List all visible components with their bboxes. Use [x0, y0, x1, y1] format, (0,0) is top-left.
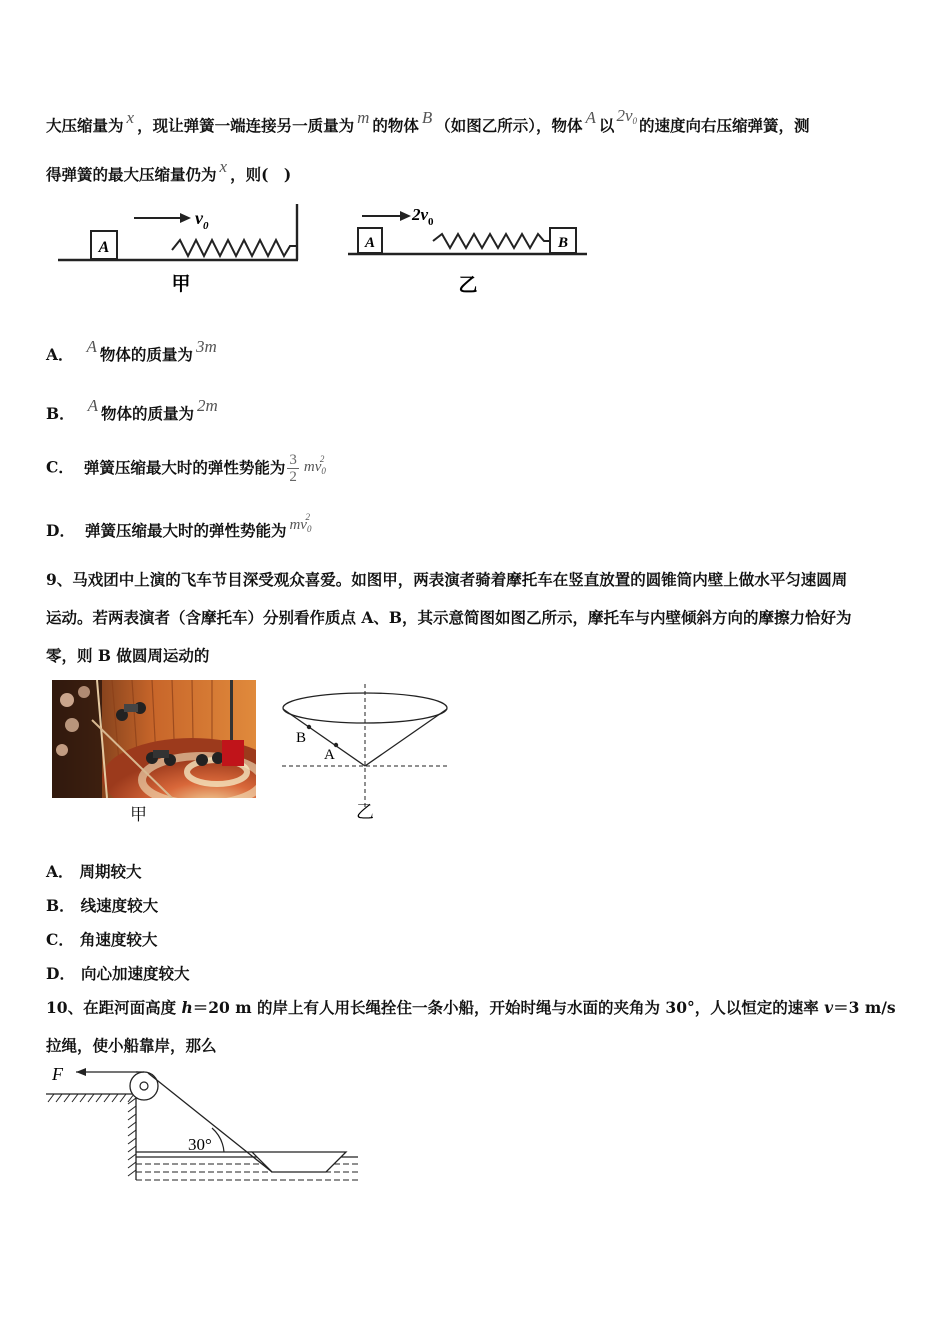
q10-stem-line1: 10、在距河面高度 h＝20 m 的岸上有人用长绳拴住一条小船，开始时绳与水面的夹角为 30°，人以恒定的速率 v＝3 m/s — [46, 998, 896, 1017]
q8-option-d[interactable]: D． 弹簧压缩最大时的弹性势能为 $mv_0^2$ — [46, 512, 312, 540]
q9-stem-line3: 零，则 B 做圆周运动的 — [46, 646, 210, 665]
q8-stem-line2: 得弹簧的最大压缩量仍为 x ，则( ) — [46, 157, 292, 184]
q8-option-a[interactable]: A． A 物体的质量为 3m — [46, 337, 217, 364]
velocity-label-right: $2v_0$ — [412, 205, 434, 228]
figure-jia — [58, 204, 298, 295]
q8-stem-line1: 大压缩量为 x ，现让弹簧一端连接另一质量为 m 的物体 B （如图乙所示），物体 A 以$2v_0$ 的速度向右压缩弹簧，测 — [46, 106, 810, 135]
block-a-right-label: A — [364, 235, 376, 251]
q9-option-b[interactable]: B． 线速度较大 — [46, 896, 159, 915]
figure-yi — [348, 205, 587, 296]
spring-left — [172, 240, 296, 256]
block-b-label: B — [557, 235, 569, 251]
math-x: x — [219, 157, 228, 176]
q8-option-c[interactable]: C． 弹簧压缩最大时的弹性势能为 $\frac{3}{2}$ $mv_0^2$ — [46, 452, 326, 485]
boat-pulley-diagram — [40, 1060, 365, 1190]
point-b — [307, 725, 311, 729]
spring-right — [433, 234, 550, 248]
q9-option-d[interactable]: D． 向心加速度较大 — [46, 964, 190, 983]
math-m: m — [357, 108, 370, 127]
motorcycle-photo — [52, 680, 256, 798]
caption-yi: 乙 — [458, 275, 478, 296]
math-b: B — [421, 108, 433, 127]
q8-option-b[interactable]: B． A 物体的质量为 2m — [46, 396, 218, 423]
fraction-3-2: $\frac{3}{2}$ — [289, 452, 297, 485]
q10-stem-line2: 拉绳，使小船靠岸，那么 — [46, 1036, 217, 1055]
cone-diagram — [278, 682, 452, 826]
label-a: A — [324, 747, 335, 763]
math-2v0: $2v_0$ — [616, 106, 637, 126]
spring-figure — [50, 198, 595, 300]
q9-option-a[interactable]: A． 周期较大 — [46, 862, 142, 881]
block-a-left-label: A — [98, 239, 110, 256]
math-a: A — [585, 108, 596, 127]
q9-stem-line2: 运动。若两表演者（含摩托车）分别看作质点 A、B，其示意简图如图乙所示，摩托车与内壁倾斜方向的摩擦力恰好为 — [46, 608, 852, 627]
caption-photo-jia: 甲 — [130, 805, 147, 825]
math-x: x — [126, 108, 135, 127]
force-label: F — [52, 1064, 63, 1084]
q9-option-c[interactable]: C． 角速度较大 — [46, 930, 158, 949]
boat — [252, 1152, 346, 1172]
angle-label: 30° — [188, 1135, 212, 1154]
caption-cone-yi: 乙 — [356, 802, 374, 822]
velocity-label-left: $v_0$ — [195, 208, 209, 232]
caption-jia: 甲 — [171, 274, 191, 295]
label-b: B — [296, 730, 307, 746]
q9-stem-line1: 9、马戏团中上演的飞车节目深受观众喜爱。如图甲，两表演者骑着摩托车在竖直放置的圆锥筒内壁上做水平匀速圆周 — [46, 570, 848, 589]
